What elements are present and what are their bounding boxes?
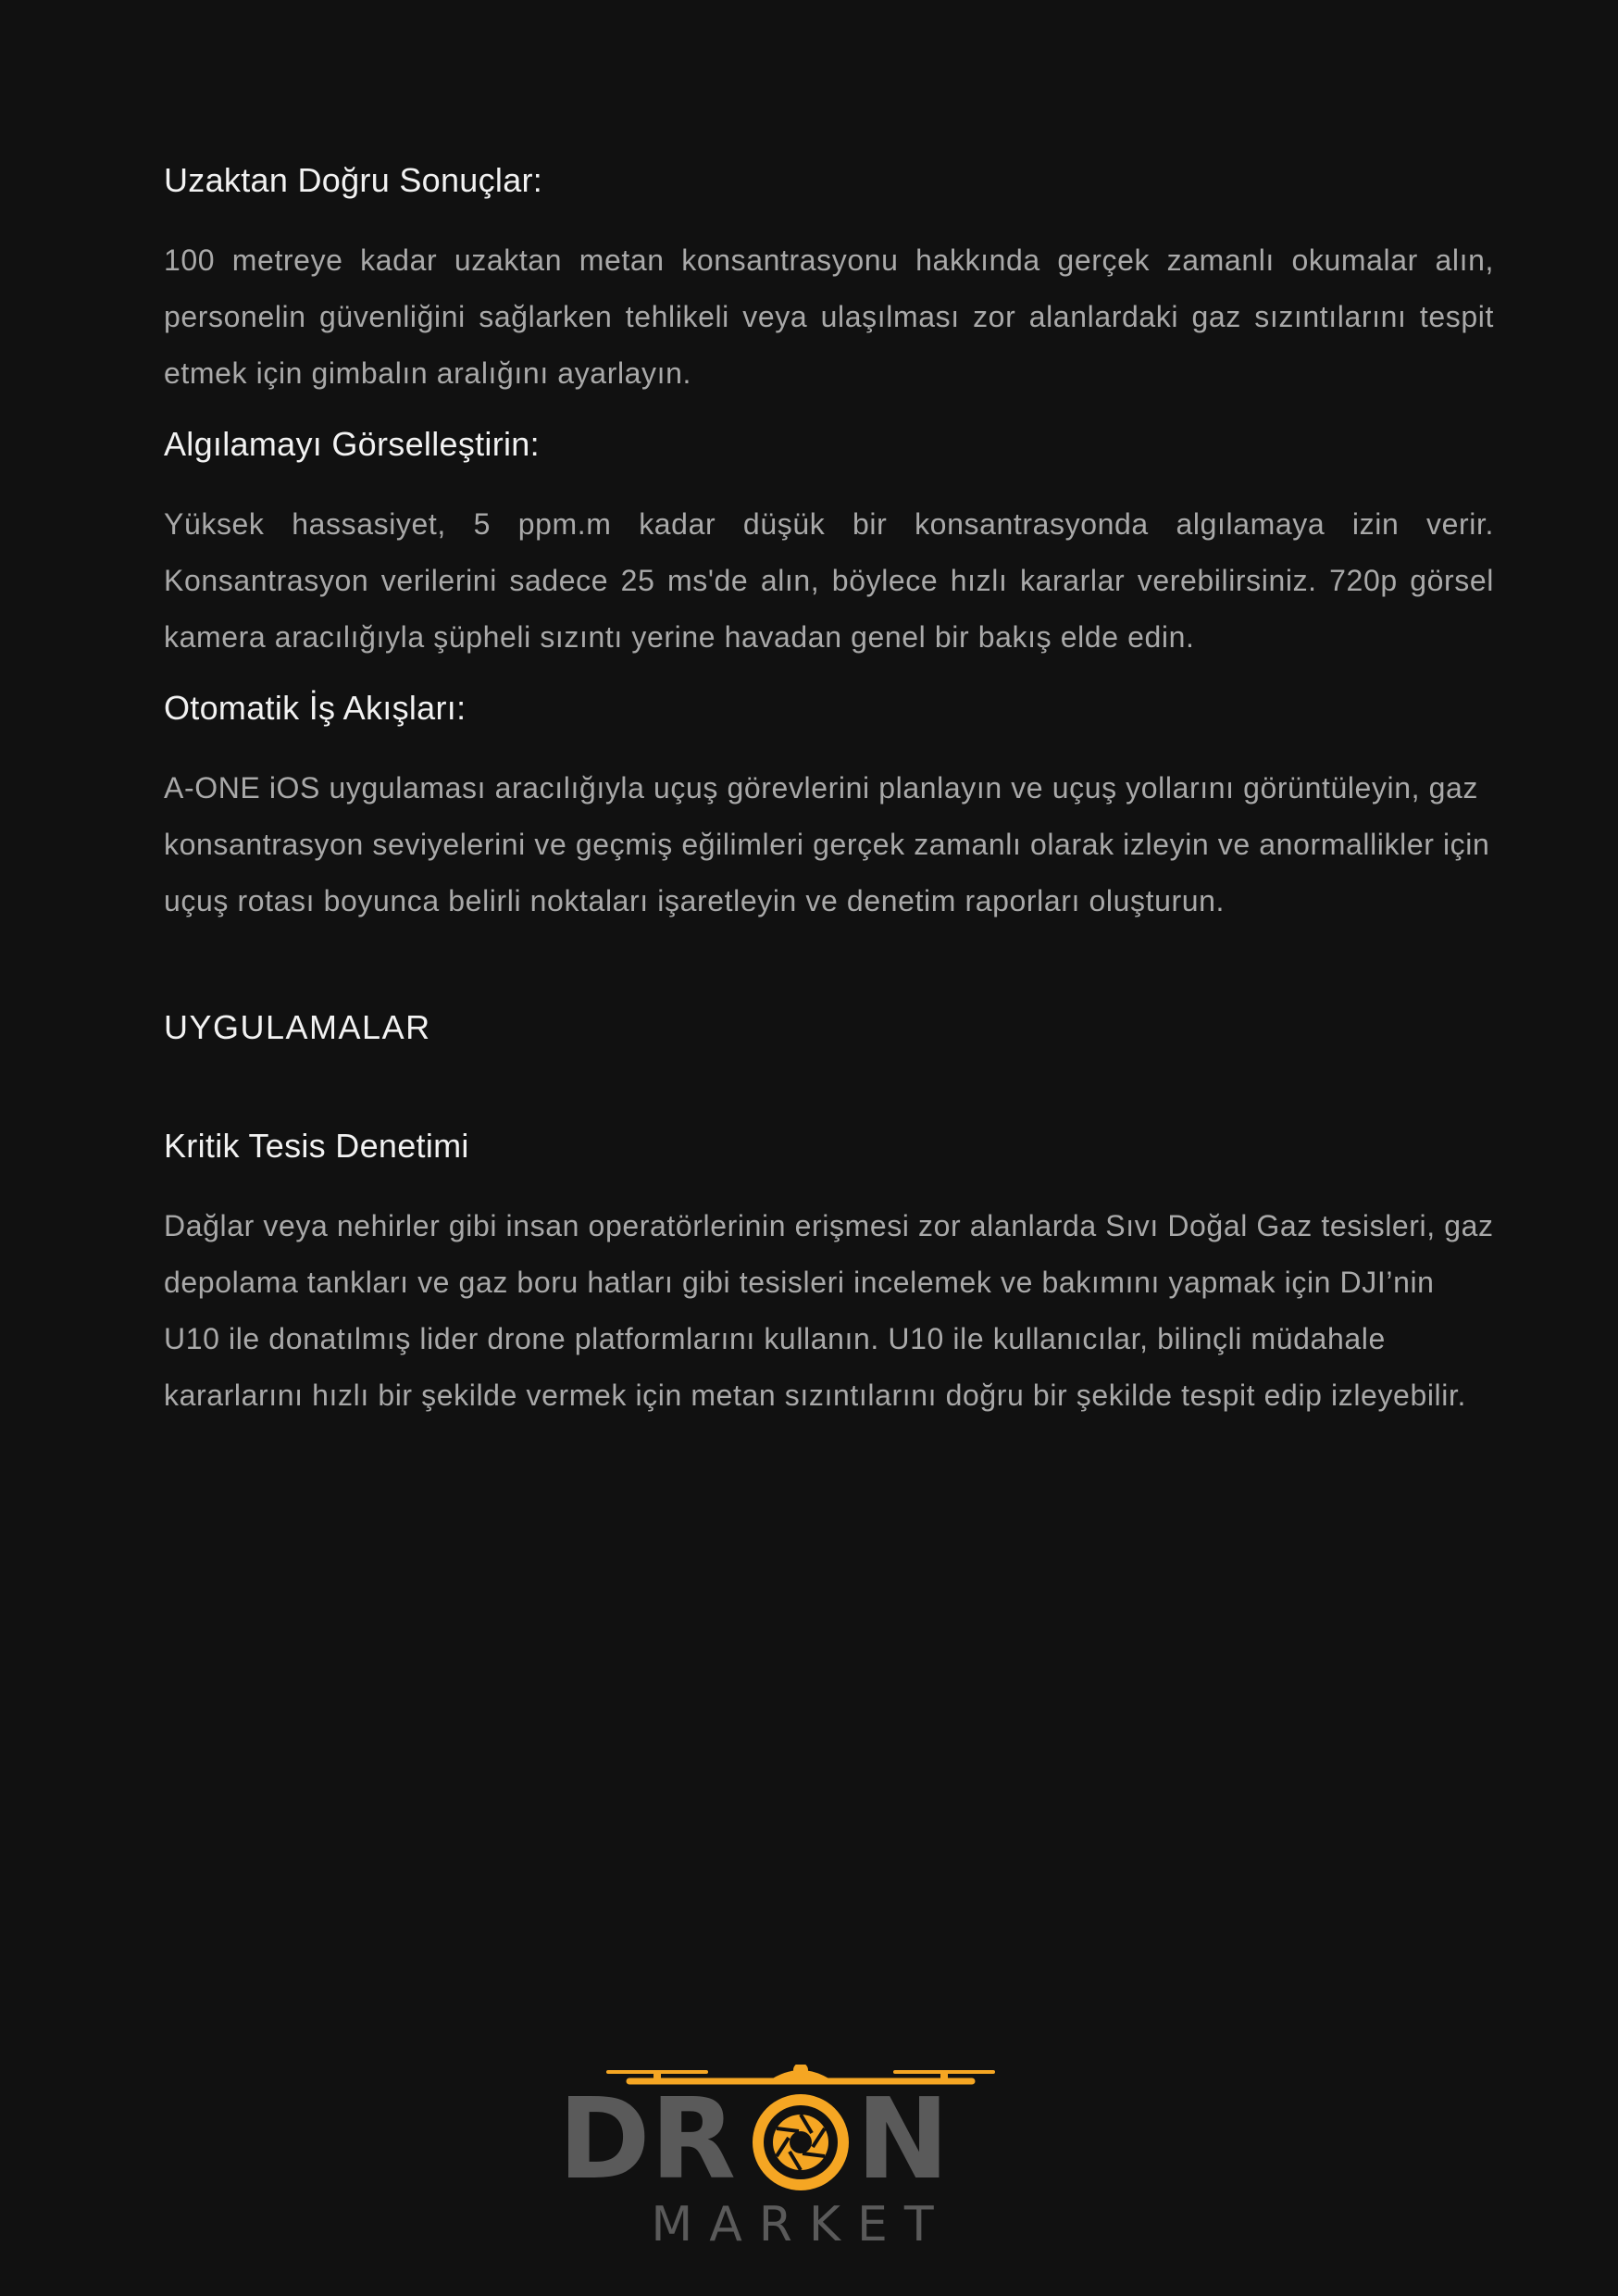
applications-text: Dağlar veya nehirler gibi insan operatörlerinin erişmesi zor alanlarda Sıvı Doğal Gaz tesisleri, gaz depolama tankları ve gaz boru hatları gibi tesisleri incelemek ve bakımını yapmak için DJI’nin U10 ile donatılmış lider drone platformlarını kullanın. U10 ile kullanıcılar, bilinçli müdahale kararlarını hızlı bir şekilde vermek için metan sızıntılarını doğru bir şekilde tespit edip izleyebilir. [164, 1209, 1494, 1412]
section-heading-workflows: Otomatik İş Akışları: [164, 689, 467, 727]
applications-title: UYGULAMALAR [164, 1008, 431, 1046]
applications-subheading: Kritik Tesis Denetimi [164, 1127, 469, 1165]
dron-market-logo [551, 2065, 1069, 2250]
section-heading-remote-results: Uzaktan Doğru Sonuçlar: [164, 161, 543, 199]
section-text-remote-results: 100 metreye kadar uzaktan metan konsantrasyonu hakkında gerçek zamanlı okumalar alın, personelin güvenliğini sağlarken tehlikeli veya ulaşılması zor alanlardaki gaz sızıntılarını tespit etmek için gimbalın aralığını ayarlayın. [164, 243, 1494, 390]
section-text-visualize: Yüksek hassasiyet, 5 ppm.m kadar düşük bir konsantrasyonda algılamaya izin verir. Konsantrasyon verilerini sadece 25 ms'de alın, böylece hızlı kararlar verebilirsiniz. 720p görsel kamera aracılığıyla şüpheli sızıntı yerine havadan genel bir bakış elde edin. [164, 507, 1494, 654]
logo-text-market: MARKET [651, 2197, 951, 2250]
aperture-icon [753, 2094, 849, 2190]
logo-text-n: N [856, 2076, 950, 2204]
document-body [164, 153, 1494, 1424]
section-text-workflows: A-ONE iOS uygulaması aracılığıyla uçuş görevlerini planlayın ve uçuş yollarını görüntüleyin, gaz konsantrasyon seviyelerini ve geçmiş eğilimleri gerçek zamanlı olarak izleyin ve anormallikler için uçuş rotası boyunca belirli noktaları işaretleyin ve denetim raporları oluşturun. [164, 771, 1490, 917]
logo-text-dr: DR [557, 2076, 736, 2204]
section-heading-visualize: Algılamayı Görselleştirin: [164, 425, 540, 463]
